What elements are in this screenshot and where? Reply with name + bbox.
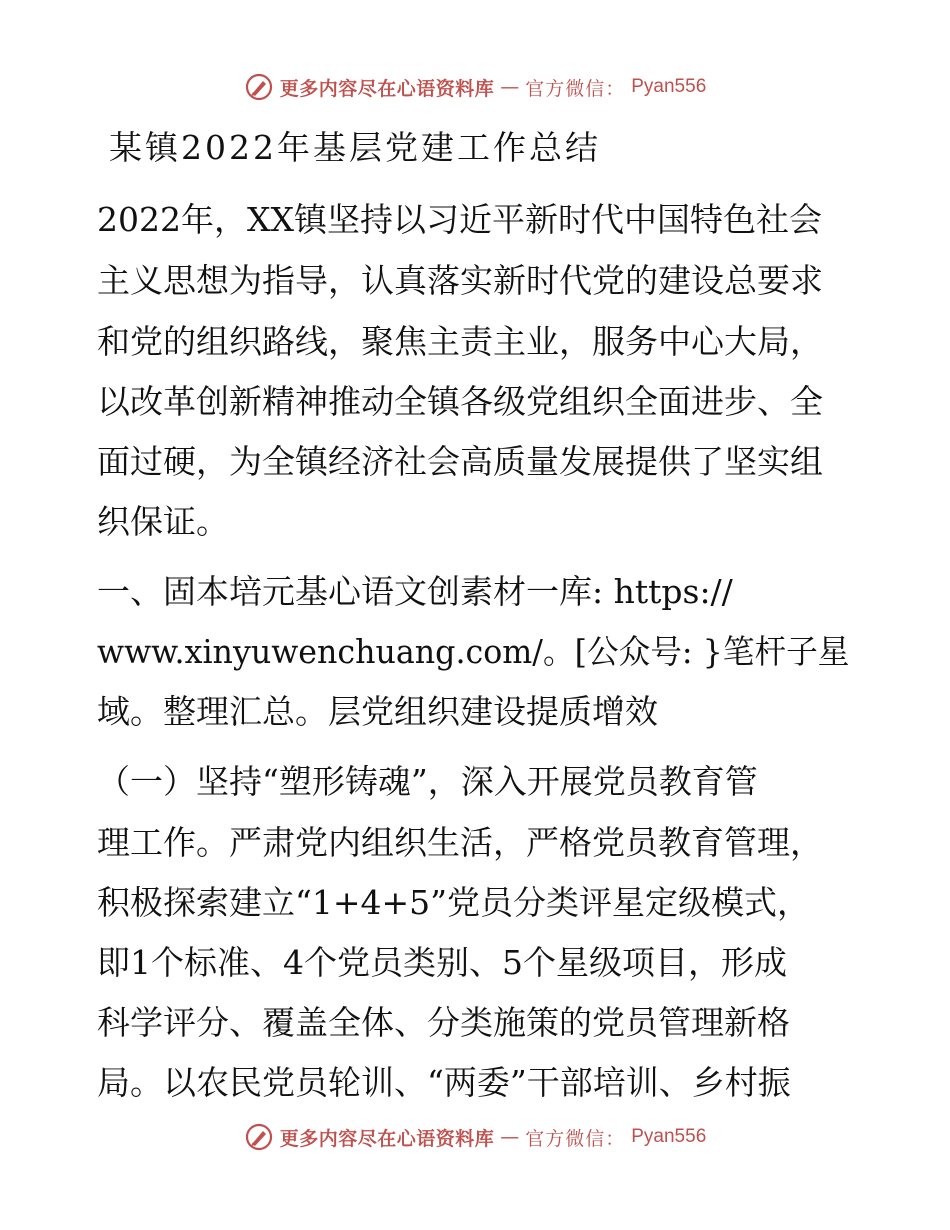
- text-line: 主义思想为指导，认真落实新时代党的建设总要求: [97, 261, 823, 300]
- text-line: 以改革创新精神推动全镇各级党组织全面进步、全: [97, 382, 823, 421]
- text-line: 织保证。: [97, 502, 229, 541]
- text-line: 面过硬，为全镇经济社会高质量发展提供了坚实组: [97, 442, 823, 481]
- banner-dash: —: [500, 1126, 520, 1148]
- banner-wechat-label: 官方微信：: [525, 1127, 626, 1150]
- document-title: 某镇2022年基层党建工作总结: [109, 128, 601, 167]
- banner-handle: Pyan556: [631, 76, 707, 97]
- banner-handle: Pyan556: [631, 1126, 707, 1147]
- text-line: 即1个标准、4个党员类别、5个星级项目，形成: [97, 943, 787, 982]
- text-line: （一）坚持“塑形铸魂”，深入开展党员教育管: [97, 762, 758, 801]
- text-line: www.xinyuwenchuang.com/。[公众号: }笔杆子星: [97, 632, 850, 671]
- text-line: 局。以农民党员轮训、“两委”干部培训、乡村振: [97, 1063, 791, 1102]
- banner-dash: —: [500, 76, 520, 98]
- text-line: 和党的组织路线，聚焦主责主业，服务中心大局，: [97, 322, 823, 361]
- text-line: 科学评分、覆盖全体、分类施策的党员管理新格: [97, 1003, 790, 1042]
- watermark-banner-top: [0, 72, 950, 102]
- banner-wechat-label: 官方微信：: [525, 77, 626, 100]
- text-line: 积极探索建立“1+4+5”党员分类评星定级模式，: [97, 883, 811, 922]
- text-line: 域。整理汇总。层党组织建设提质增效: [97, 692, 658, 731]
- pen-logo-icon: [244, 72, 274, 102]
- banner-main-text: 更多内容尽在心语资料库: [279, 77, 495, 100]
- text-line: 2022年，XX镇坚持以习近平新时代中国特色社会: [97, 200, 822, 239]
- pen-logo-icon: [244, 1122, 274, 1152]
- text-line: 一、固本培元基心语文创素材一库: https://: [97, 572, 733, 611]
- watermark-banner-bottom: [0, 1122, 950, 1152]
- text-line: 理工作。严肃党内组织生活，严格党员教育管理，: [97, 823, 823, 862]
- banner-main-text: 更多内容尽在心语资料库: [279, 1127, 495, 1150]
